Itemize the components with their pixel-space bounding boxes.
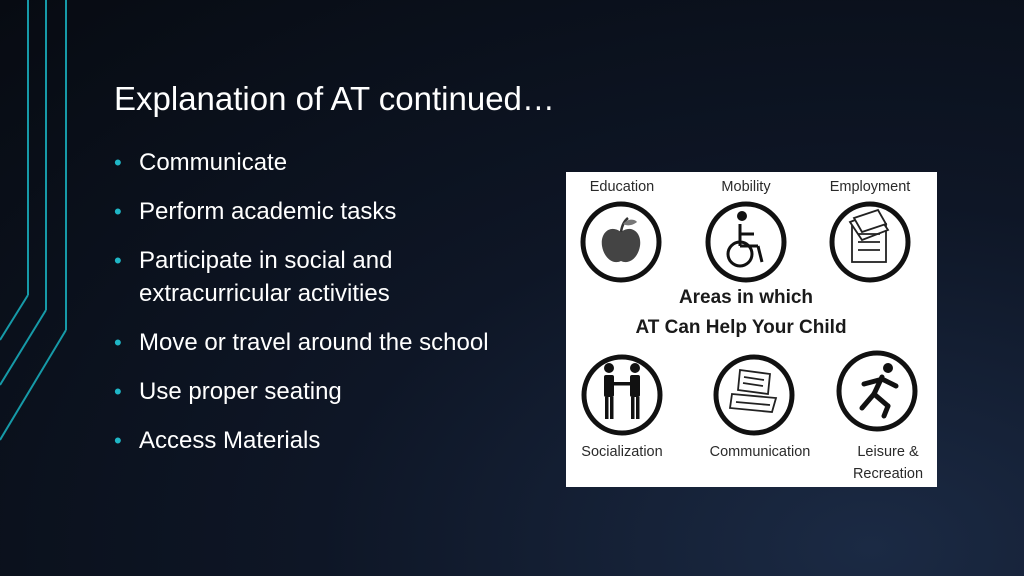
- label-leisure-line2: Recreation: [852, 466, 924, 482]
- bullet-item: [114, 244, 514, 310]
- label-leisure-line1: Leisure &: [857, 444, 919, 460]
- bullet-dot-icon: •: [114, 379, 122, 404]
- label-socialization: Socialization: [581, 444, 663, 460]
- label-communication: Communication: [709, 444, 811, 460]
- decorative-teal-lines: [0, 0, 120, 576]
- bullet-text: Access Materials: [139, 427, 321, 454]
- bullet-text: Use proper seating: [139, 378, 342, 405]
- bullet-item: [114, 195, 514, 228]
- paper-stack-icon: [850, 210, 888, 262]
- bullet-item: [114, 375, 514, 408]
- circle-communication: [716, 357, 792, 433]
- slide-title: Explanation of AT continued…: [114, 80, 555, 117]
- label-mobility: Mobility: [721, 179, 771, 195]
- figure-heading-line1: Areas in which: [678, 287, 814, 308]
- bullet-dot-icon: •: [114, 248, 122, 273]
- label-employment: Employment: [829, 179, 911, 195]
- bullet-text: Move or travel around the school: [139, 329, 489, 356]
- bullet-text: Communicate: [139, 149, 288, 176]
- bullet-text: Participate in social and extracurricular activities: [139, 247, 393, 307]
- figure-heading-line2: AT Can Help Your Child: [635, 317, 847, 338]
- bullet-item: [114, 326, 514, 359]
- at-areas-figure: [566, 172, 937, 487]
- bullet-list: [114, 146, 514, 473]
- bullet-text: Perform academic tasks: [139, 198, 397, 225]
- at-areas-graphic: [566, 172, 937, 487]
- bullet-dot-icon: •: [114, 199, 122, 224]
- bullet-dot-icon: •: [114, 428, 122, 453]
- circle-socialization: [584, 357, 660, 433]
- bullet-item: [114, 146, 514, 179]
- label-education: Education: [589, 179, 655, 195]
- bullet-item: [114, 424, 514, 457]
- bullet-dot-icon: •: [114, 330, 122, 355]
- bullet-dot-icon: •: [114, 150, 122, 175]
